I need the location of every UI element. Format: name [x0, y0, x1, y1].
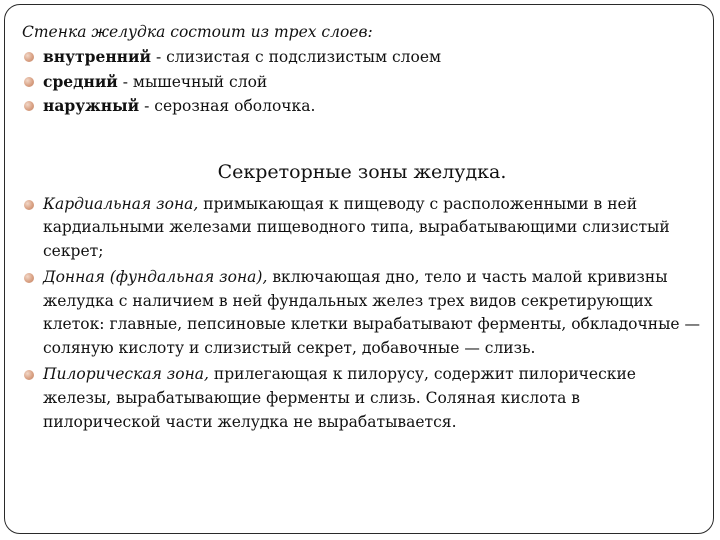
list-item — [22, 266, 702, 361]
layer-term: средний — [43, 71, 118, 91]
zone-description: прилегающая к пилорусу, содержит пилорические железы, вырабатывающие ферменты и слизь. Соляная кислота в пилорической части желудка не вырабатывается. — [43, 365, 636, 431]
slide-content — [22, 21, 702, 436]
bullet-icon — [24, 273, 34, 283]
bullet-icon — [24, 52, 34, 62]
intro-text: Стенка желудка состоит из трех слоев: — [22, 23, 373, 41]
list-item — [22, 94, 702, 119]
bullet-icon — [24, 200, 34, 210]
list-item — [22, 363, 702, 434]
zone-term: Кардиальная зона, — [43, 194, 199, 213]
layer-description: - слизистая с подслизистым слоем — [151, 48, 442, 66]
bullet-icon — [24, 370, 34, 380]
zone-description: примыкающая к пищеводу с расположенными в ней кардиальными железами пищеводного типа, вырабатывающими слизистый секрет; — [43, 194, 670, 261]
section-heading: Секреторные зоны желудка. — [217, 160, 507, 183]
layer-description: - мышечный слой — [117, 72, 268, 91]
layers-list — [22, 45, 702, 119]
list-item — [22, 45, 702, 70]
layer-term: наружный — [43, 96, 140, 115]
layer-description: - серозная оболочка. — [139, 97, 316, 115]
layer-term: внутренний — [43, 47, 152, 66]
zone-term: Пилорическая зона, — [43, 365, 209, 384]
bullet-icon — [24, 77, 34, 87]
list-item — [22, 193, 702, 264]
zone-term: Донная (фундальная зона), — [43, 267, 268, 286]
bullet-icon — [24, 101, 34, 111]
zone-description: включающая дно, тело и часть малой кривизны желудка с наличием в ней фундальных желез трех видов секретирующих клеток: главные, пепсиновые клетки вырабатывают ферменты, обкладочные — соляную кислоту и слизистый секрет, добавочные — слизь. — [43, 267, 701, 358]
list-item — [22, 70, 702, 95]
zones-list — [22, 193, 702, 435]
